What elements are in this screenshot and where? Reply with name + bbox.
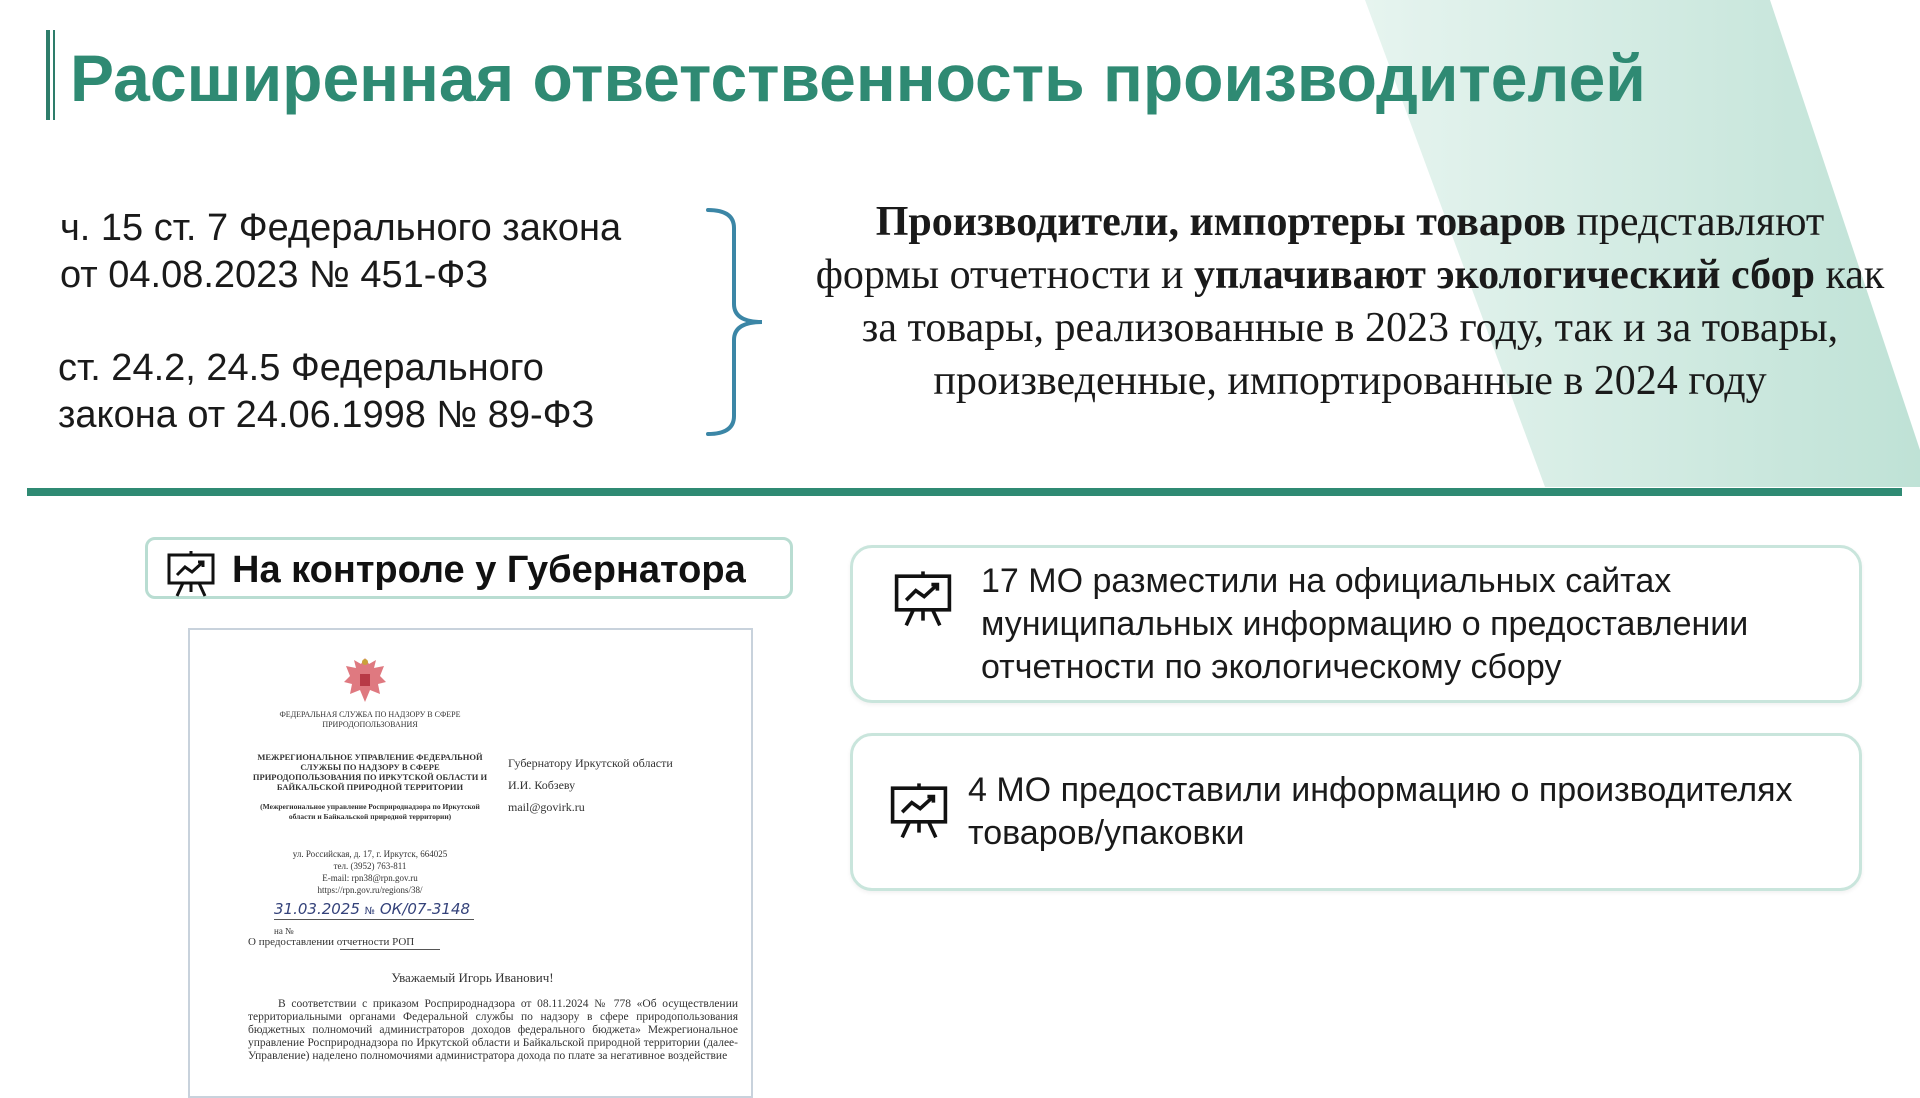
law-reference-line: закона от 24.06.1998 № 89-ФЗ — [58, 394, 595, 436]
statement-text: представляют формы отчетности и — [815, 199, 1825, 298]
law-reference-line: от 04.08.2023 № 451-ФЗ — [60, 254, 489, 296]
statement-text: как за товары, реализованные в 2023 году, так и за товары, произведенные, импортированные в 2024 году — [861, 252, 1885, 404]
official-letter-image — [188, 628, 753, 1098]
registration-number-sign: № — [364, 906, 376, 917]
recipient-line: И.И. Кобзеву — [508, 778, 576, 792]
presentation-chart-icon — [889, 782, 949, 840]
info-card-sites — [850, 545, 1862, 703]
letter-reply-to: на № — [274, 926, 294, 936]
info-card-text: 4 МО предоставили информацию о производителях товаров/упаковки — [968, 771, 1793, 852]
governor-control-badge — [145, 537, 793, 599]
law-reference-89 — [58, 345, 595, 439]
address-line: тел. (3952) 763-811 — [333, 861, 407, 871]
recipient-line: mail@govirk.ru — [508, 800, 585, 814]
coat-of-arms-emblem — [340, 654, 390, 708]
registration-date: 31.03.2025 — [274, 900, 360, 918]
presentation-chart-icon — [166, 550, 216, 598]
address-line: ул. Российская, д. 17, г. Иркутск, 664025 — [292, 849, 448, 859]
letter-office-name: МЕЖРЕГИОНАЛЬНОЕ УПРАВЛЕНИЕ ФЕДЕРАЛЬНОЙ СЛУЖБЫ ПО НАДЗОРУ В СФЕРЕ ПРИРОДОПОЛЬЗОВАНИЯ ПО ИРКУТСКОЙ ОБЛАСТИ И БАЙКАЛЬСКОЙ ПРИРОДНОЙ ТЕРРИТОРИИ — [252, 752, 488, 792]
letter-subject: О предоставлении отчетности РОП — [248, 936, 415, 948]
page-title: Расширенная ответственность производителей — [70, 41, 1646, 115]
registration-number: ОК/07-3148 — [379, 900, 471, 918]
letter-address — [250, 848, 490, 896]
letter-recipient — [508, 752, 738, 818]
subject-underline — [340, 949, 440, 950]
title-accent-bar-thin — [53, 30, 55, 120]
info-card-text: 17 МО разместили на официальных сайтах муниципальных информацию о предоставлении отчетности по экологическому сбору — [981, 562, 1749, 686]
law-reference-451 — [60, 205, 621, 299]
registration-underline — [274, 919, 474, 920]
governor-control-label: На контроле у Губернатора — [232, 549, 746, 591]
info-card-producers — [850, 733, 1862, 891]
address-line: E-mail: rpn38@rpn.gov.ru — [322, 873, 418, 883]
letter-salutation: Уважаемый Игорь Иванович! — [391, 970, 554, 985]
letter-office-short-name: (Межрегиональное управление Росприроднадзора по Иркутской области и Байкальской природной территории) — [260, 802, 480, 821]
letter-registration — [274, 900, 470, 918]
recipient-line: Губернатору Иркутской области — [508, 756, 673, 770]
law-reference-line: ч. 15 ст. 7 Федерального закона — [60, 207, 622, 249]
presentation-chart-icon — [893, 570, 953, 628]
producer-obligation-statement — [810, 196, 1890, 408]
section-divider — [27, 488, 1902, 496]
address-line: https://rpn.gov.ru/regions/38/ — [317, 885, 423, 895]
statement-bold-producers: Производители, импортеры товаров — [875, 199, 1566, 245]
letter-agency-name: ФЕДЕРАЛЬНАЯ СЛУЖБА ПО НАДЗОРУ В СФЕРЕ ПРИРОДОПОЛЬЗОВАНИЯ — [279, 710, 461, 729]
law-reference-line: ст. 24.2, 24.5 Федерального — [58, 347, 544, 389]
letter-body: В соответствии с приказом Росприроднадзора от 08.11.2024 № 778 «Об осуществлении территориальными органами Федеральной службы по надзору в сфере природопользования бюджетных полномочий администраторов доходов федерального бюджета» Межрегиональное управление Росприроднадзора по Иркутской области и Байкальской природной территории (далее-Управление) наделено полномочиями администратора дохода по плате за негативное воздействие — [248, 998, 738, 1062]
statement-bold-fee: уплачивают экологический сбор — [1194, 252, 1815, 298]
title-accent-bar — [46, 30, 50, 120]
curly-brace — [700, 206, 770, 438]
